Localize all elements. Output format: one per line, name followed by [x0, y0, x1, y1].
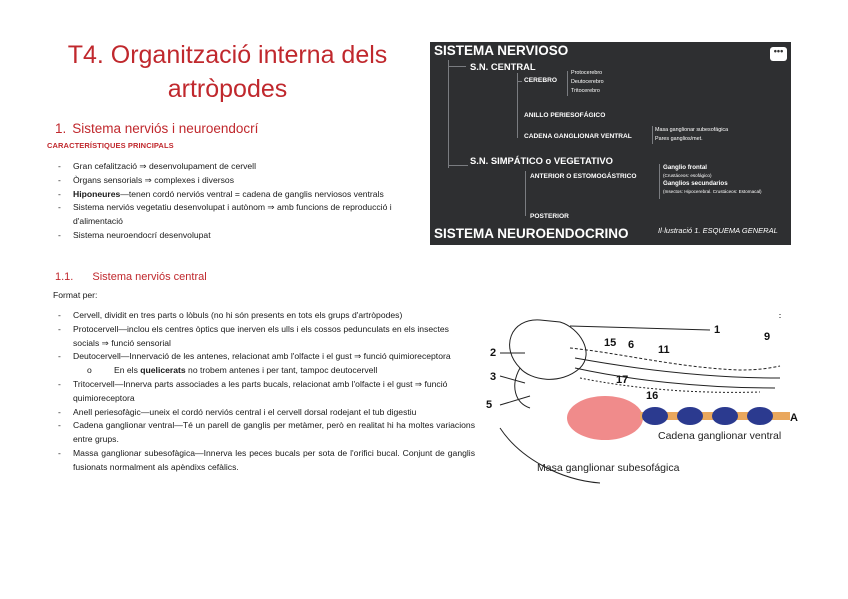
section-heading-1 [55, 121, 258, 136]
cerebro-label: CEREBRO [524, 77, 557, 84]
nervous-system-diagram [430, 42, 791, 245]
chain-caption: Cadena ganglionar ventral [658, 430, 782, 442]
tree-line [517, 81, 522, 82]
bullet-dash: - [58, 161, 61, 171]
characteristics-heading: CARACTERÍSTIQUES PRINCIPALS [47, 141, 174, 150]
neuroendocrino-label: SISTEMA NEUROENDOCRINO [434, 226, 629, 241]
leader-line [500, 376, 525, 383]
bullet-dash: - [58, 378, 61, 389]
crustaceos-esofagico-label: (Crustáceos: esofágico) [663, 173, 712, 178]
diagram-title: SISTEMA NERVIOSO [434, 43, 569, 58]
masa-label: Masa ganglionar subesofágica [655, 127, 729, 133]
list-subitem [47, 364, 475, 378]
bullet-dash: - [58, 323, 61, 334]
bullet-dash: - [58, 229, 61, 240]
list-item [47, 447, 475, 475]
bullet-dash: - [58, 420, 61, 431]
item-pre: En els [114, 365, 141, 376]
page-title: T4. Organització interna dels artròpodes [67, 41, 388, 103]
label-1: 1 [714, 324, 721, 336]
label-A: A [790, 412, 798, 424]
bullet-dash: - [58, 202, 61, 213]
ventral-ganglion [642, 407, 668, 425]
item-text: Òrgans sensorials ⇒ complexes i diversos [73, 174, 234, 185]
item-text: no trobem antenes i per tant, tampoc deutocervell [185, 365, 378, 376]
label-16: 16 [646, 390, 659, 402]
section-title: Sistema nerviós i neuroendocrí [72, 121, 259, 136]
bullet-dash: - [58, 447, 61, 458]
item-text: Sistema neuroendocrí desenvolupat [73, 229, 211, 240]
protocerebro-label: Protocerebro [571, 70, 603, 76]
label-17: 17 [616, 374, 629, 386]
label-6: 6 [628, 339, 635, 351]
illustration-svg [480, 308, 810, 498]
characteristics-list [47, 160, 422, 243]
insectos-label: (Insectos: Hipocerebral. Crustáceos: Estomacal) [663, 189, 762, 194]
label-11: 11 [658, 344, 670, 356]
item-text: Anell periesofàgic—uneix el cordó nerviós central i el cervell dorsal rodejant el tub digestiu [73, 406, 417, 417]
subesophageal-mass [567, 396, 643, 440]
label-5: 5 [486, 399, 493, 411]
leader-line [570, 326, 710, 330]
tree-line [448, 60, 449, 168]
list-item [47, 201, 422, 229]
head-outline [510, 320, 586, 379]
tree-line [517, 73, 518, 138]
anillo-label: ANILLO PERIESOFÁGICO [524, 112, 606, 119]
section-number: 1.1. [55, 271, 74, 283]
list-item [47, 323, 475, 351]
label-2: 2 [490, 347, 497, 359]
list-item [47, 160, 422, 174]
bullet-dash: - [58, 310, 61, 320]
nerve-fibres [580, 378, 760, 392]
ventral-ganglion [677, 407, 703, 425]
figure-caption: Il·lustració 1. ESQUEMA GENERAL [658, 226, 778, 235]
item-text: Protocervell—inclou els centres òptics que inerven els ulls i els cossos pedunculats en els insectes socials ⇒ funció sensorial [73, 323, 449, 348]
item-text: Deutocervell—Innervació de les antenes, relacionat amb l'olfacte i el gust ⇒ funció quimioreceptora [73, 351, 451, 362]
cadena-label: CADENA GANGLIONAR VENTRAL [524, 133, 632, 140]
tree-line [525, 171, 526, 216]
list-item [47, 188, 422, 202]
ganglio-frontal-label: Ganglio frontal [663, 164, 707, 171]
bullet-dash: - [58, 174, 61, 185]
bullet-dash: - [58, 188, 61, 199]
deutocerebro-label: Deutocerebro [571, 79, 604, 85]
ventral-ganglion [747, 407, 773, 425]
tree-line [652, 126, 653, 144]
ventral-ganglion [712, 407, 738, 425]
format-label: Format per: [53, 290, 98, 300]
bullet-dash: - [58, 406, 61, 417]
tree-line [448, 66, 466, 67]
nervous-system-illustration [480, 308, 810, 498]
mass-caption: Masa ganglionar subesofágica [537, 462, 680, 474]
label-15: 15 [604, 337, 617, 349]
section-number: 1. [55, 121, 67, 136]
pares-label: Pares ganglios/met. [655, 136, 703, 142]
sn-simpatico-label: S.N. SIMPÁTICO o VEGETATIVO [470, 155, 613, 166]
label-3: 3 [490, 371, 497, 383]
list-item [47, 350, 475, 364]
posterior-label: POSTERIOR [530, 213, 569, 220]
components-list [47, 309, 475, 475]
item-text: Sistema nerviós vegetatiu desenvolupat i autònom ⇒ amb funcions de reproducció i d'alimentació [73, 202, 392, 227]
ganglios-secundarios-label: Ganglios secundarios [663, 180, 728, 187]
nerve-fibres [570, 348, 780, 370]
more-options-button[interactable]: ••• [770, 47, 787, 61]
item-text: Gran cefalització ⇒ desenvolupament de cervell [73, 161, 256, 171]
label-9: 9 [764, 331, 771, 343]
sn-central-label: S.N. CENTRAL [470, 61, 536, 72]
nerve-fibres [575, 368, 775, 388]
section-title: Sistema nerviós central [92, 271, 207, 283]
tree-line [448, 165, 468, 166]
bullet-circle: o [87, 365, 92, 376]
nerve-fibres [575, 358, 780, 378]
list-item [47, 309, 475, 323]
bullet-dash: - [58, 351, 61, 362]
item-bold: Hiponeures [73, 188, 121, 199]
item-text: Tritocervell—Innerva parts associades a les parts bucals, relacionat amb l'olfacte i el gust ⇒ funció quimioreceptora [73, 378, 448, 403]
list-item [47, 419, 475, 447]
list-item [47, 229, 422, 243]
item-text: —tenen cordó nerviós ventral = cadena de ganglis nerviosos ventrals [120, 188, 384, 199]
list-item [47, 406, 475, 420]
leader-line [500, 396, 530, 405]
tritocerebro-label: Tritocerebro [571, 88, 600, 94]
list-item [47, 174, 422, 188]
tree-line [567, 71, 568, 96]
item-text: Cervell, dividit en tres parts o lòbuls (no hi són presents en tots els grups d'artròpodes) [73, 310, 403, 320]
list-item [47, 378, 475, 406]
item-text: Cadena ganglionar ventral—Té un parell de ganglis per metàmer, però en realitat hi ha moltes variacions entre grups. [73, 420, 475, 445]
tree-line [659, 164, 660, 199]
item-text: Massa ganglionar subesofàgica—Innerva les peces bucals per sota de l'orifici bucal. Conjunt de ganglis fusionats normalment als apèndixs cefàlics. [73, 447, 475, 472]
section-heading-1-1 [55, 271, 207, 283]
item-bold: quelicerats [140, 365, 186, 376]
anterior-label: ANTERIOR O ESTOMOGÁSTRICO [530, 173, 637, 180]
